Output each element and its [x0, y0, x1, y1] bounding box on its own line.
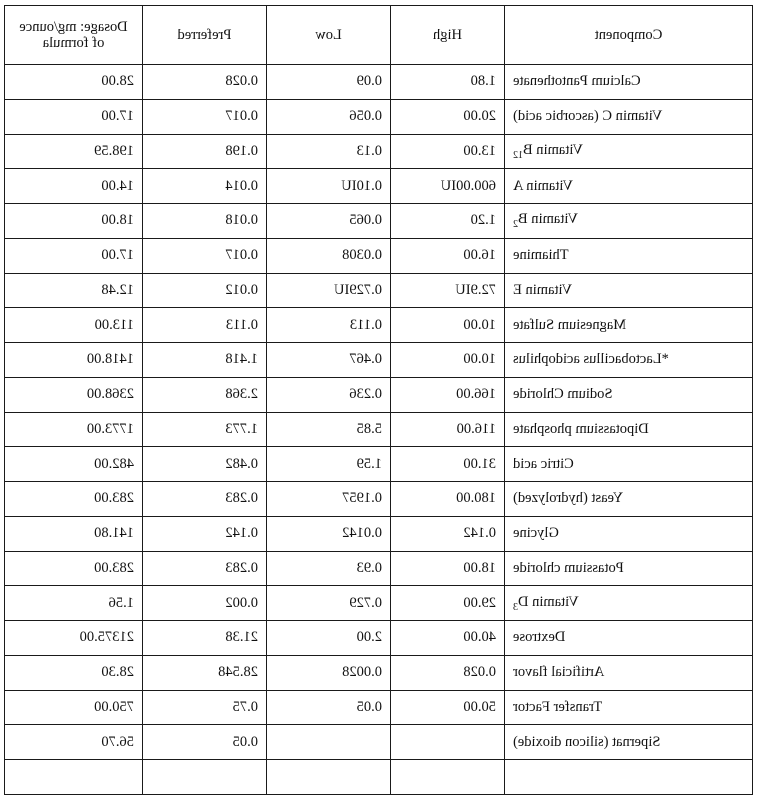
cell-high: [391, 725, 505, 760]
cell-component: [505, 655, 753, 690]
table-row: [5, 134, 753, 169]
component-name: Vitamin B: [523, 141, 583, 158]
cell-component: [505, 551, 753, 586]
table-row: [5, 621, 753, 656]
cell-dosage: 1.56: [5, 586, 143, 621]
cell-high: 50.00: [391, 690, 505, 725]
component-name: Transfer Factor: [513, 698, 603, 715]
cell-high: 29.00: [391, 586, 505, 621]
table-row: [5, 725, 753, 760]
cell-high: 13.00: [391, 134, 505, 169]
cell-dosage: 141.80: [5, 516, 143, 551]
cell-high: 166.00: [391, 377, 505, 412]
cell-dosage: 17.00: [5, 238, 143, 273]
cell-high: 0.142: [391, 516, 505, 551]
table-row: [5, 238, 753, 273]
cell-preferred: 0.002: [143, 586, 267, 621]
cell-low: 0.113: [267, 308, 391, 343]
cell-low: 0.0308: [267, 238, 391, 273]
cell-low: 0.93: [267, 551, 391, 586]
cell-preferred: 0.017: [143, 238, 267, 273]
table-row: [5, 690, 753, 725]
table-row: [5, 447, 753, 482]
cell-component: [505, 377, 753, 412]
cell-preferred: 0.283: [143, 551, 267, 586]
table-row: [5, 377, 753, 412]
cell-component: [505, 725, 753, 760]
cell-low: 0.729: [267, 586, 391, 621]
cell-component: [505, 204, 753, 239]
header-high: High: [391, 6, 505, 65]
header-dosage-line2: of formula: [42, 35, 105, 51]
table-row: [5, 412, 753, 447]
component-name: Vitamin C (ascorbic acid): [513, 108, 663, 125]
mirrored-table-wrapper: [5, 5, 753, 795]
component-name: Sodium Chloride: [513, 386, 613, 403]
cell-dosage: 2368.00: [5, 377, 143, 412]
table-row-empty: [5, 760, 753, 795]
cell-preferred: 0.018: [143, 204, 267, 239]
cell-dosage: 1418.00: [5, 343, 143, 378]
header-preferred: Preferred: [143, 6, 267, 65]
table-row: [5, 586, 753, 621]
cell-preferred: 2.368: [143, 377, 267, 412]
cell-component: [505, 134, 753, 169]
cell-low: 0.1957: [267, 482, 391, 517]
cell-component: [505, 621, 753, 656]
cell-low: 0.065: [267, 204, 391, 239]
cell-low: [267, 725, 391, 760]
cell-low: 0.09: [267, 65, 391, 100]
cell-empty: [5, 760, 143, 795]
table-row: [5, 516, 753, 551]
cell-low: 0.13: [267, 134, 391, 169]
cell-component: [505, 238, 753, 273]
dosage-table: [4, 5, 753, 795]
component-name: Vitamin A: [513, 177, 573, 194]
cell-preferred: 0.113: [143, 308, 267, 343]
table-body: [5, 65, 753, 795]
cell-low: 2.00: [267, 621, 391, 656]
cell-dosage: 198.59: [5, 134, 143, 169]
cell-dosage: 113.00: [5, 308, 143, 343]
cell-high: 18.00: [391, 551, 505, 586]
component-name: Citric acid: [513, 455, 574, 472]
component-subscript: 3: [513, 601, 518, 613]
table-row: [5, 308, 753, 343]
cell-preferred: 0.05: [143, 725, 267, 760]
table-row: [5, 99, 753, 134]
cell-empty: [391, 760, 505, 795]
cell-preferred: 0.014: [143, 169, 267, 204]
cell-component: [505, 273, 753, 308]
header-component: Component: [505, 6, 753, 65]
cell-component: [505, 516, 753, 551]
cell-low: 0.236: [267, 377, 391, 412]
cell-high: 31.00: [391, 447, 505, 482]
cell-preferred: 21.38: [143, 621, 267, 656]
cell-high: 20.00: [391, 99, 505, 134]
cell-dosage: 21375.00: [5, 621, 143, 656]
cell-preferred: 0.017: [143, 99, 267, 134]
cell-preferred: 28.548: [143, 655, 267, 690]
cell-low: 0.05: [267, 690, 391, 725]
cell-high: 1.20: [391, 204, 505, 239]
component-name: Sipernat (silicon dioxide): [513, 733, 661, 750]
cell-high: 16.00: [391, 238, 505, 273]
cell-preferred: 0.198: [143, 134, 267, 169]
cell-dosage: 56.70: [5, 725, 143, 760]
cell-high: 180.00: [391, 482, 505, 517]
cell-dosage: 12.48: [5, 273, 143, 308]
cell-high: 40.00: [391, 621, 505, 656]
cell-preferred: 1.418: [143, 343, 267, 378]
header-low: Low: [267, 6, 391, 65]
cell-low: 5.85: [267, 412, 391, 447]
cell-component: [505, 65, 753, 100]
cell-preferred: 1.773: [143, 412, 267, 447]
cell-dosage: 17.00: [5, 99, 143, 134]
component-subscript: 2: [513, 219, 518, 231]
header-dosage: [5, 6, 143, 65]
cell-preferred: 0.283: [143, 482, 267, 517]
cell-empty: [267, 760, 391, 795]
cell-preferred: 0.012: [143, 273, 267, 308]
cell-high: 116.00: [391, 412, 505, 447]
header-dosage-line1: Dosage: mg/ounce: [19, 19, 128, 35]
cell-low: 0.10IU: [267, 169, 391, 204]
cell-high: 10.00: [391, 308, 505, 343]
cell-low: 0.729IU: [267, 273, 391, 308]
table-row: [5, 204, 753, 239]
component-name: Yeast (hydrolyzed): [513, 490, 624, 507]
cell-dosage: 482.00: [5, 447, 143, 482]
cell-high: 72.9IU: [391, 273, 505, 308]
cell-low: 0.467: [267, 343, 391, 378]
component-name: Glycine: [513, 525, 559, 542]
cell-dosage: 283.00: [5, 482, 143, 517]
table-row: [5, 343, 753, 378]
cell-high: 10.00: [391, 343, 505, 378]
table-row: [5, 273, 753, 308]
cell-preferred: 0.142: [143, 516, 267, 551]
component-name: Dextrose: [513, 629, 566, 646]
cell-component: [505, 169, 753, 204]
cell-component: [505, 343, 753, 378]
cell-component: [505, 586, 753, 621]
table-row: [5, 551, 753, 586]
component-name: Dipotassium phosphate: [513, 420, 649, 437]
table-header-row: [5, 6, 753, 65]
cell-dosage: 750.00: [5, 690, 143, 725]
component-name: Thiamine: [513, 247, 569, 264]
cell-dosage: 1773.00: [5, 412, 143, 447]
cell-low: 0.0028: [267, 655, 391, 690]
table-row: [5, 169, 753, 204]
table-row: [5, 655, 753, 690]
cell-component: [505, 447, 753, 482]
cell-preferred: 0.75: [143, 690, 267, 725]
cell-low: 0.0142: [267, 516, 391, 551]
cell-dosage: 18.00: [5, 204, 143, 239]
cell-empty: [143, 760, 267, 795]
cell-preferred: 0.482: [143, 447, 267, 482]
component-name: Potassium chloride: [513, 559, 624, 576]
cell-component: [505, 308, 753, 343]
cell-component: [505, 99, 753, 134]
cell-low: 0.056: [267, 99, 391, 134]
cell-empty: [505, 760, 753, 795]
component-name: *Lactobacillus acidophilus: [513, 351, 669, 368]
cell-dosage: 28.00: [5, 65, 143, 100]
component-name: Vitamin D: [518, 593, 579, 610]
cell-dosage: 283.00: [5, 551, 143, 586]
component-name: Artificial flavor: [513, 664, 605, 681]
cell-component: [505, 412, 753, 447]
component-name: Vitamin E: [513, 281, 573, 298]
cell-dosage: 14.00: [5, 169, 143, 204]
cell-low: 1.59: [267, 447, 391, 482]
cell-high: 1.80: [391, 65, 505, 100]
cell-component: [505, 482, 753, 517]
table-row: [5, 482, 753, 517]
cell-preferred: 0.028: [143, 65, 267, 100]
cell-high: 600.00IU: [391, 169, 505, 204]
cell-high: 0.028: [391, 655, 505, 690]
component-name: Calcium Pantothenate: [513, 73, 641, 90]
component-subscript: 12: [513, 149, 523, 161]
cell-component: [505, 690, 753, 725]
cell-dosage: 28.30: [5, 655, 143, 690]
component-name: Vitamin B: [518, 211, 578, 228]
table-row: [5, 65, 753, 100]
component-name: Magnesium Sulfate: [513, 316, 627, 333]
